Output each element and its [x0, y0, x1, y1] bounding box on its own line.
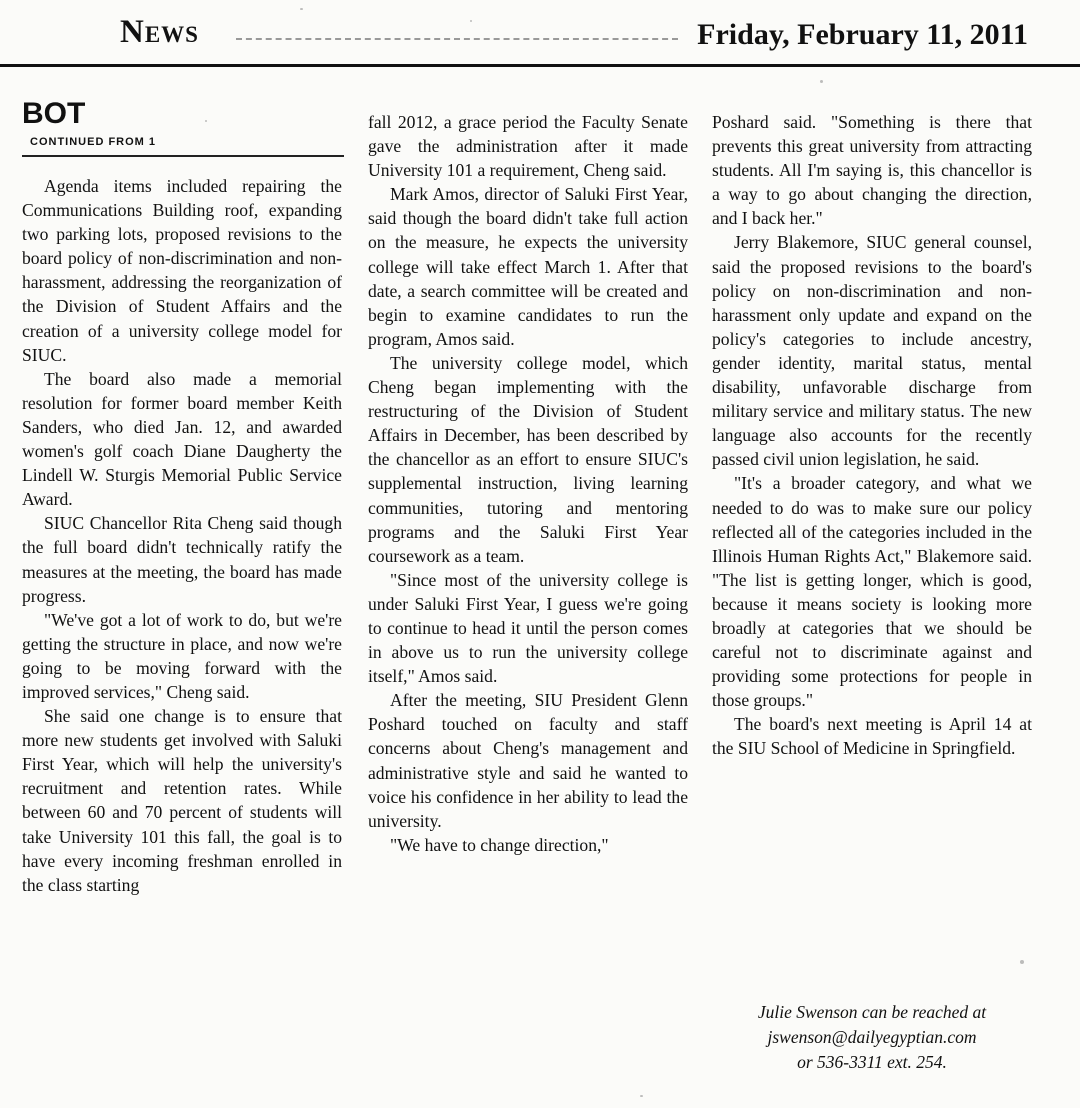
issue-date: Friday, February 11, 2011 — [697, 18, 1028, 51]
contact-phone: or 536-3311 ext. 254. — [797, 1052, 947, 1072]
scan-speck — [640, 1095, 643, 1097]
paragraph: "It's a broader category, and what we needed to do was to make sure our policy reflected all of the categories included in the Illinois Human Rights Act," Blakemore said. "The list is getting longer, which is good, because it means society is looking more broadly at categories that we should be careful not to discriminate against and providing some protections for people in those groups." — [712, 473, 1032, 711]
paragraph: Jerry Blakemore, SIUC general counsel, said the proposed revisions to the board's policy on non-discrimination and non-harassment only update and expand on the policy's categories to include ancestry, gender identity, marital status, mental disability, unfavorable discharge from military service and military status. The new language also accounts for the recently passed civil union legislation, he said. — [712, 232, 1032, 470]
header-rule — [0, 64, 1080, 67]
paragraph: "We have to change direction," — [390, 834, 609, 855]
paragraph: fall 2012, a grace period the Faculty Senate gave the administration after it made University 101 a requirement, Cheng said. — [368, 112, 688, 181]
scan-speck — [820, 80, 823, 83]
paragraph: The board's next meeting is April 14 at the SIU School of Medicine in Springfield. — [712, 714, 1032, 759]
paragraph: Poshard said. "Something is there that prevents this great university from attracting students. All I'm saying is, this chancellor is a way to go about changing the direction, and I back her." — [712, 112, 1032, 229]
paragraph: Mark Amos, director of Saluki First Year, said though the board didn't take full action on the measure, he expects the university college will take effect March 1. After that date, a search committee will be created and begin to examine candidates to run the program, Amos said. — [368, 184, 688, 349]
contact-line: Julie Swenson can be reached at — [757, 1002, 987, 1022]
scan-speck — [1020, 960, 1024, 964]
author-contact — [712, 1000, 1032, 1075]
scan-speck — [205, 120, 207, 122]
paragraph: "We've got a lot of work to do, but we're getting the structure in place, and now we're going to be moving forward with the improved services," Cheng said. — [22, 609, 342, 702]
paragraph: After the meeting, SIU President Glenn Poshard touched on faculty and staff concerns about Cheng's management and administrative style and said he wanted to voice his confidence in her ability to lead the university. — [368, 690, 688, 831]
scan-speck — [300, 8, 303, 10]
header-dash — [236, 38, 678, 40]
paragraph: The university college model, which Cheng began implementing with the restructuring of the Division of Student Affairs in December, has been described by the chancellor as an effort to ensure SIUC's supplemental instruction, living learning communities, tutoring and mentoring programs and the Saluki First Year coursework as a team. — [368, 352, 688, 566]
article-column-1 — [22, 174, 342, 897]
article-headline: BOT — [22, 97, 86, 130]
headline-rule — [22, 155, 344, 157]
paragraph: SIUC Chancellor Rita Cheng said though the full board didn't technically ratify the measures at the meeting, the board has made progress. — [22, 513, 342, 606]
contact-email: jswenson@dailyegyptian.com — [767, 1027, 977, 1047]
page-header — [0, 0, 1080, 64]
paragraph: "Since most of the university college is under Saluki First Year, I guess we're going to continue to head it until the person comes in above us to run the university college itself," Amos said. — [368, 569, 688, 687]
paragraph: Agenda items included repairing the Communications Building roof, expanding two parking lots, proposed revisions to the board policy of non-discrimination and non-harassment, addressing the reorganization of the Division of Student Affairs and the creation of a university college model for SIUC. — [22, 176, 342, 365]
article-column-2 — [368, 110, 688, 857]
paragraph: She said one change is to ensure that more new students get involved with Saluki First Year, which will help the university's recruitment and retention rates. While between 60 and 70 percent of students will take University 101 this fall, the goal is to have every incoming freshman enrolled in the class starting — [22, 706, 342, 895]
continued-label: CONTINUED FROM 1 — [30, 136, 156, 148]
article-column-3 — [712, 110, 1032, 761]
section-name: News — [120, 14, 199, 50]
paragraph: The board also made a memorial resolution for former board member Keith Sanders, who died Jan. 12, and awarded women's golf coach Diane Daugherty the Lindell W. Sturgis Memorial Public Service Award. — [22, 368, 342, 510]
scan-speck — [470, 20, 472, 22]
